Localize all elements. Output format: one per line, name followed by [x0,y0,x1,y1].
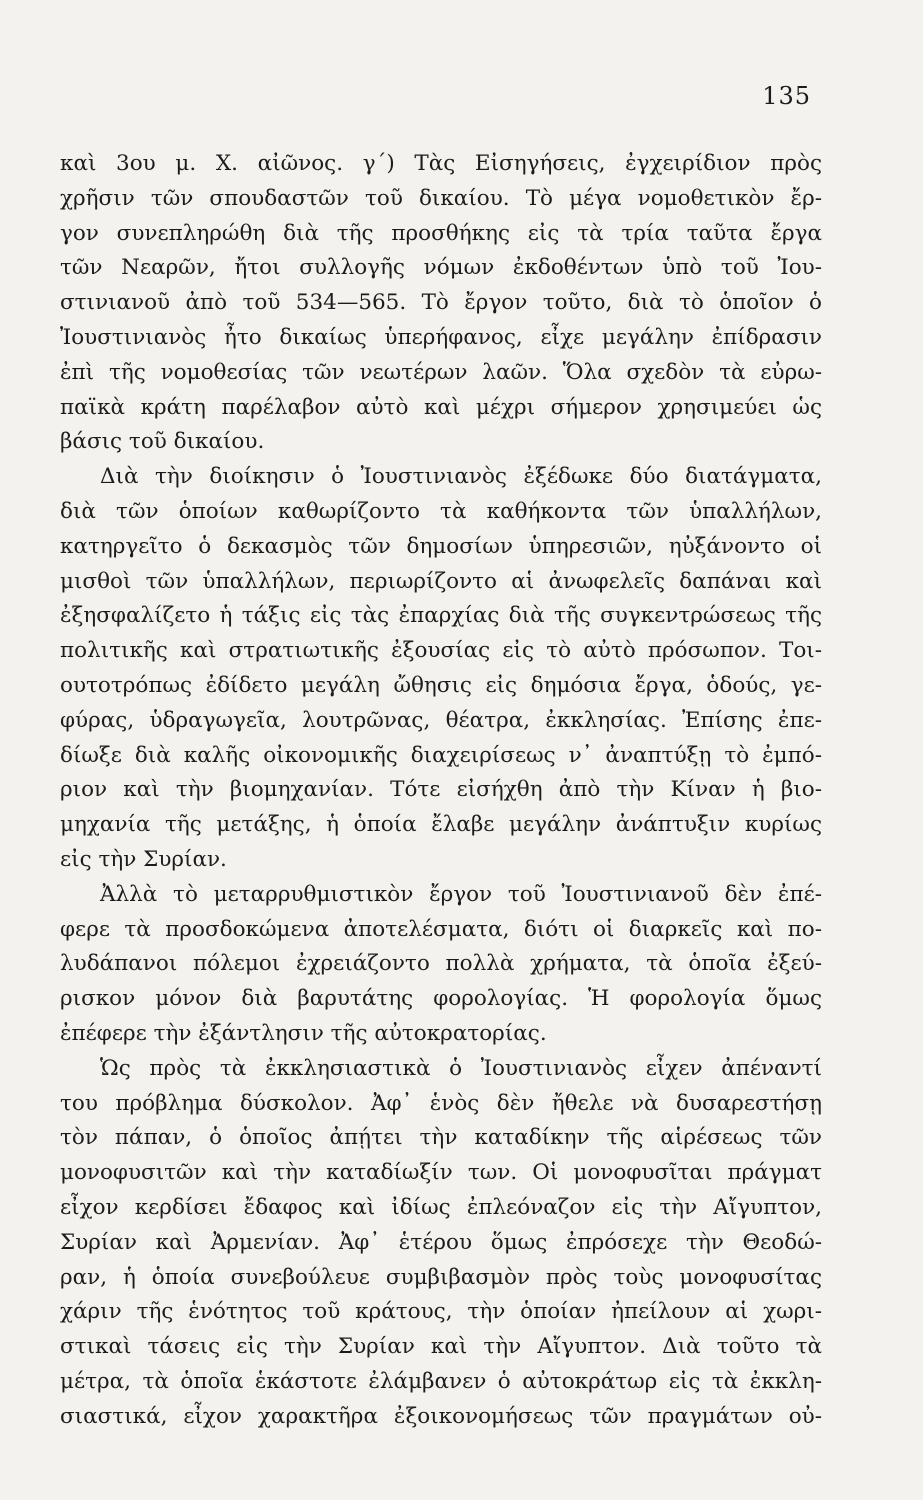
text-line: βάσις τοῦ δικαίου. [60,429,265,455]
text-line: μονοφυσιτῶν καὶ τὴν καταδίωξίν των. Οἱ μονοφυσῖται πράγματ [60,1160,822,1186]
text-line: στινιανοῦ ἀπὸ τοῦ 534—565. Τὸ ἔργον τοῦτο, διὰ τὸ ὁποῖον ὁ [60,290,822,316]
text-line: ριον καὶ τὴν βιομηχανίαν. Τότε εἰσήχθη ἀπὸ τὴν Κίναν ἡ βιο- [60,777,822,803]
text-line: του πρόβλημα δύσκολον. Ἀφ᾿ ἑνὸς δὲν ἤθελε νὰ δυσαρεστήσῃ [60,1090,822,1116]
text-line: εἰς τὴν Συρίαν. [60,846,227,872]
text-line: δίωξε διὰ καλῆς οἰκονομικῆς διαχειρίσεως ν᾿ ἀναπτύξῃ τὸ ἐμπό- [60,742,822,768]
text-line: ἐπὶ τῆς νομοθεσίας τῶν νεωτέρων λαῶν. Ὅλα σχεδὸν τὰ εὐρω- [60,359,822,385]
text-line: ἐξησφαλίζετο ἡ τάξις εἰς τὰς ἐπαρχίας διὰ τῆς συγκεντρώσεως τῆς [60,603,822,629]
text-line: κατηργεῖτο ὁ δεκασμὸς τῶν δημοσίων ὑπηρεσιῶν, ηὐξάνοντο οἱ [60,533,822,559]
text-line: στικαὶ τάσεις εἰς τὴν Συρίαν καὶ τὴν Αἴγυπτον. Διὰ τοῦτο τὰ [60,1334,822,1360]
page-number: 135 [762,82,811,110]
text-line: ρισκον μόνον διὰ βαρυτάτης φορολογίας. Ἡ φορολογία ὅμως [60,986,822,1012]
text-line: τὸν πάπαν, ὁ ὁποῖος ἀπῄτει τὴν καταδίκην τῆς αἱρέσεως τῶν [60,1125,822,1151]
text-line: τῶν Νεαρῶν, ἤτοι συλλογῆς νόμων ἐκδοθέντων ὑπὸ τοῦ Ἰου- [60,255,822,281]
text-line: Συρίαν καὶ Ἀρμενίαν. Ἀφ᾿ ἑτέρου ὅμως ἐπρόσεχε τὴν Θεοδώ- [60,1229,822,1255]
text-line: μέτρα, τὰ ὁποῖα ἑκάστοτε ἐλάμβανεν ὁ αὐτοκράτωρ εἰς τὰ ἐκκλη- [60,1368,822,1394]
text-line: παϊκὰ κράτη παρέλαβον αὐτὸ καὶ μέχρι σήμερον χρησιμεύει ὡς [60,394,822,420]
text-line: ραν, ἡ ὁποία συνεβούλευε συμβιβασμὸν πρὸς τοὺς μονοφυσίτας [60,1264,822,1290]
text-line: Ὡς πρὸς τὰ ἐκκλησιαστικὰ ὁ Ἰουστινιανὸς εἶχεν ἀπέναντί [100,1055,822,1081]
text-line: ἐπέφερε τὴν ἐξάντλησιν τῆς αὐτοκρατορίας. [60,1020,547,1046]
text-line: γον συνεπληρώθη διὰ τῆς προσθήκης εἰς τὰ τρία ταῦτα ἔργα [60,220,822,246]
text-line: λυδάπανοι πόλεμοι ἐχρειάζοντο πολλὰ χρήματα, τὰ ὁποῖα ἐξεύ- [60,951,822,977]
text-line: χρῆσιν τῶν σπουδαστῶν τοῦ δικαίου. Τὸ μέγα νομοθετικὸν ἔρ- [60,185,822,211]
text-line: χάριν τῆς ἑνότητος τοῦ κράτους, τὴν ὁποίαν ἠπείλουν αἱ χωρι- [60,1299,822,1325]
text-line: καὶ 3ου μ. Χ. αἰῶνος. γ΄) Τὰς Εἰσηγήσεις, ἐγχειρίδιον πρὸς [60,151,822,176]
text-line: πολιτικῆς καὶ στρατιωτικῆς ἐξουσίας εἰς τὸ αὐτὸ πρόσωπον. Τοι- [60,638,822,664]
body-text [60,147,822,1434]
text-line: διὰ τῶν ὁποίων καθωρίζοντο τὰ καθήκοντα τῶν ὑπαλλήλων, [60,498,822,524]
text-line: Ἀλλὰ τὸ μεταρρυθμιστικὸν ἔργον τοῦ Ἰουστινιανοῦ δὲν ἐπέ- [100,881,822,907]
text-line: μισθοὶ τῶν ὑπαλλήλων, περιωρίζοντο αἱ ἀνωφελεῖς δαπάναι καὶ [60,568,822,594]
text-line: ουτοτρόπως ἐδίδετο μεγάλη ὤθησις εἰς δημόσια ἔργα, ὁδούς, γε- [60,672,822,698]
text-line: Διὰ τὴν διοίκησιν ὁ Ἰουστινιανὸς ἐξέδωκε δύο διατάγματα, [100,464,822,490]
text-line: Ἰουστινιανὸς ἦτο δικαίως ὑπερήφανος, εἶχε μεγάλην ἐπίδρασιν [60,324,822,350]
text-line: μηχανία τῆς μετάξης, ἡ ὁποία ἔλαβε μεγάλην ἀνάπτυξιν κυρίως [60,812,822,838]
text-line: φερε τὰ προσδοκώμενα ἀποτελέσματα, διότι οἱ διαρκεῖς καὶ πο- [60,916,822,942]
text-line: εἶχον κερδίσει ἔδαφος καὶ ἰδίως ἐπλεόναζον εἰς τὴν Αἴγυπτον, [60,1194,822,1220]
text-line: σιαστικά, εἶχον χαρακτῆρα ἐξοικονομήσεως τῶν πραγμάτων οὐ- [60,1403,822,1429]
text-line: φύρας, ὑδραγωγεῖα, λουτρῶνας, θέατρα, ἐκκλησίας. Ἐπίσης ἐπε- [60,707,822,733]
